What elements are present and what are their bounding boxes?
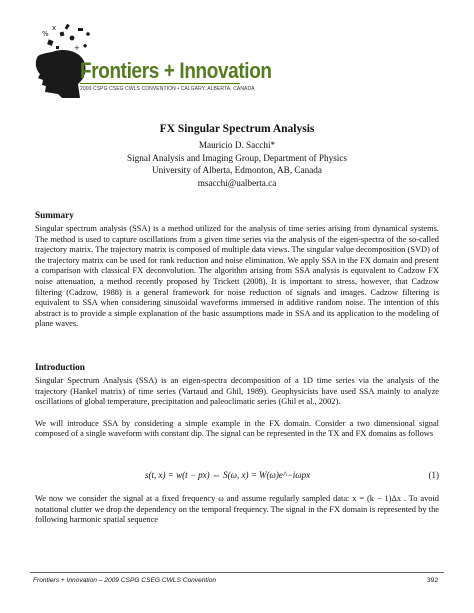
paper-title: FX Singular Spectrum Analysis [159, 123, 315, 135]
introduction-heading: Introduction [35, 362, 85, 372]
summary-section [35, 210, 439, 330]
introduction-section [35, 362, 439, 440]
footer-rule [30, 572, 444, 573]
introduction-paragraph-3: We now we consider the signal at a fixed frequency ω and assume regularly sampled data: x = (k − 1)Δx . To avoid notational clutter we drop the dependency on the temporal frequency. The signal in the FX domain is represented by the following harmonic spatial sequence [35, 494, 439, 525]
summary-text: Singular spectrum analysis (SSA) is a method utilized for the analysis of time series arising from dynamical systems. The method is used to capture oscillations from a given time series via the analysis of the eigen-spectra of the so-called trajectory matrix. The trajectory matrix is composed of multiple data views. The singular value decomposition (SVD) of the trajectory matrix can be used for rank reduction and noise elimination. We apply SSA in the FX domain and present a comparison with classical FX deconvolution. The algorithm arising from SSA analysis is equivalent to Cadzow FX noise attenuation, a method recently proposed by Trickett (2008). It is important to stress, however, that Cadzow filtering (Cadzow, 1988) is a general framework for noise reduction of signals and images. Cadzow filtering is equivalent to SSA when considering sinusoidal waveforms immersed in additive random noise. The intention of this abstract is to provide a simple explanation of the basic assumptions made in SSA and its application to the modeling of plane waves. [35, 224, 439, 329]
page-number: 392 [426, 577, 438, 584]
affiliation: Signal Analysis and Imaging Group, Department of Physics [127, 152, 347, 163]
equation-1: s(t, x) = w(t − px) ⇔ S(ω, x) = W(ω)e^−iωpx [145, 470, 311, 480]
equation-row [35, 470, 439, 484]
brand-title: Frontiers + Innovation [80, 58, 272, 83]
title-block [0, 123, 474, 189]
equation-number: (1) [428, 470, 439, 480]
head-silhouette-icon [36, 50, 86, 98]
svg-text:x: x [52, 24, 57, 32]
introduction-continued [35, 494, 439, 526]
svg-text:+: + [74, 44, 80, 52]
summary-heading: Summary [35, 210, 74, 220]
author: Mauricio D. Sacchi* [198, 140, 276, 150]
brand-rule [80, 83, 240, 84]
email: msacchi@ualberta.ca [197, 177, 277, 188]
footer-conference: Frontiers + Innovation – 2009 CSPG CSEG CWLS Convention [33, 577, 217, 584]
brand-subtitle: 2009 CSPG CSEG CWLS CONVENTION • CALGARY, ALBERTA, CANADA [80, 86, 255, 92]
introduction-paragraph-1: Singular Spectrum Analysis (SSA) is an eigen-spectra decomposition of a 1D time series via the analysis of the trajectory (Hankel matrix) of time series (Vartaud and Ghil, 1989). Geophysicists have used SSA mainly to analyze oscillations of global temperature, precipitation and paleoclimatic series (Ghil et al., 2002). [35, 376, 439, 407]
university: University of Alberta, Edmonton, AB, Canada [152, 165, 322, 176]
svg-text:%: % [42, 30, 49, 38]
introduction-paragraph-2: We will introduce SSA by considering a simple example in the FX domain. Consider a two dimensional signal composed of a single waveform with constant dip. The signal can be represented in the TX and FX domains as follows [35, 418, 439, 439]
